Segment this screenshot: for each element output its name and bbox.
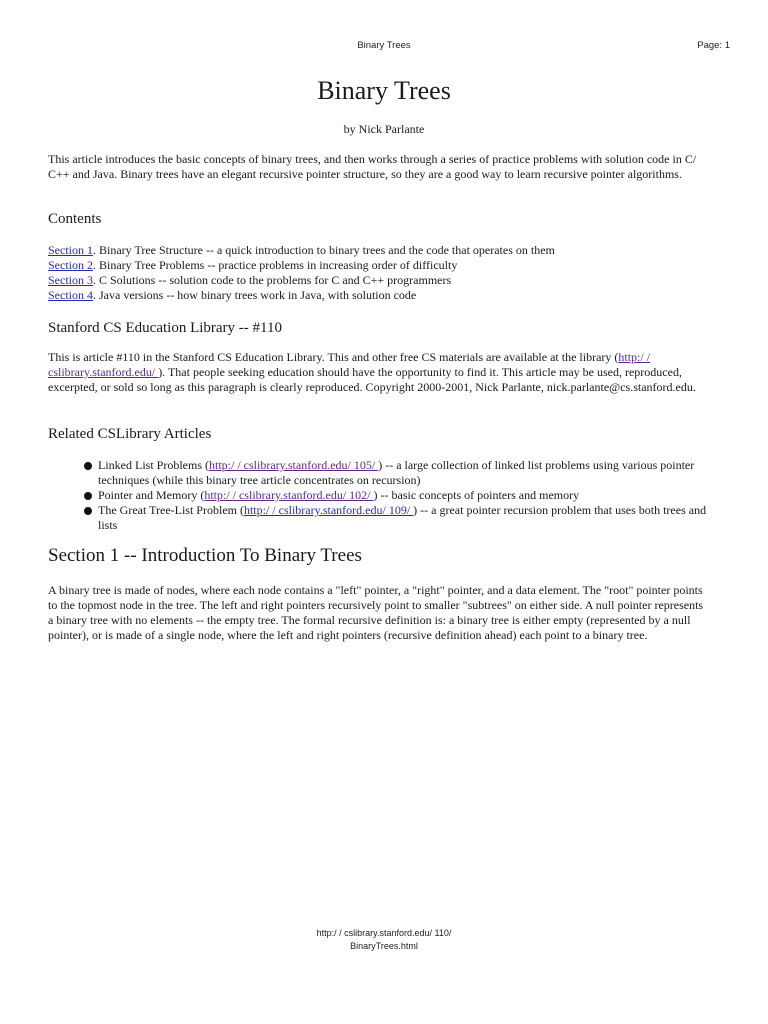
library-paragraph: This is article #110 in the Stanford CS Education Library. This and other free CS materials are available at the library (http:/ / cslibrary.stanford.edu/ ). That people seeking education should have the opportunity to find it. This article may be used, reproduced, excerpted, or sold so long as this paragraph is clearly reproduced. Copyright 2000-2001, Nick Parlante, nick.parlante@cs.stanford.edu. — [48, 350, 696, 394]
toc-item-section-1: Section 1. Binary Tree Structure -- a quick introduction to binary trees and the code that operates on them — [48, 243, 555, 257]
running-header-title: Binary Trees — [357, 40, 411, 51]
library-heading: Stanford CS Education Library -- #110 — [48, 320, 282, 336]
bullet-icon — [84, 462, 92, 470]
related-articles-heading: Related CSLibrary Articles — [48, 426, 212, 442]
list-item: Linked List Problems (http:/ / cslibrary.stanford.edu/ 105/ ) -- a large collection of linked list problems using various pointer techniques (while this binary tree article concentrates on recursion) — [48, 458, 708, 488]
section-1-link[interactable]: Section 1 — [48, 243, 93, 257]
bullet-icon — [84, 507, 92, 515]
footer-filename: BinaryTrees.html — [350, 941, 418, 951]
toc-item-section-3: Section 3. C Solutions -- solution code to the problems for C and C++ programmers — [48, 273, 452, 287]
byline: by Nick Parlante — [343, 122, 425, 136]
footer-url: http:/ / cslibrary.stanford.edu/ 110/ — [316, 928, 452, 938]
toc-item-section-2: Section 2. Binary Tree Problems -- practice problems in increasing order of difficulty — [48, 258, 458, 272]
intro-paragraph: This article introduces the basic concepts of binary trees, and then works through a series of practice problems with solution code in C/ C++ and Java. Binary trees have an elegant recursive pointer structure, so they are a good way to learn recursive pointer algorithms. — [48, 152, 697, 181]
list-item: The Great Tree-List Problem (http:/ / cslibrary.stanford.edu/ 109/ ) -- a great pointer recursion problem that uses both trees and lists — [48, 503, 708, 533]
document-title: Binary Trees — [317, 76, 451, 105]
bullet-icon — [84, 492, 92, 500]
section-4-link[interactable]: Section 4 — [48, 288, 93, 302]
pointer-and-memory-link[interactable]: http:/ / cslibrary.stanford.edu/ 102/ — [204, 488, 374, 502]
section-2-link[interactable]: Section 2 — [48, 258, 93, 272]
table-of-contents — [48, 243, 708, 303]
page-footer — [0, 927, 768, 953]
linked-list-problems-link[interactable]: http:/ / cslibrary.stanford.edu/ 105/ — [209, 458, 379, 472]
toc-item-section-4: Section 4. Java versions -- how binary trees work in Java, with solution code — [48, 288, 417, 302]
cslibrary-link[interactable]: http:/ / cslibrary.stanford.edu/ — [48, 350, 651, 379]
related-articles-list — [48, 458, 708, 533]
section-1-heading: Section 1 -- Introduction To Binary Trees — [48, 545, 362, 566]
contents-heading: Contents — [48, 211, 102, 227]
list-item: Pointer and Memory (http:/ / cslibrary.stanford.edu/ 102/ ) -- basic concepts of pointers and memory — [48, 488, 708, 503]
page-number: Page: 1 — [697, 40, 730, 51]
section-1-paragraph: A binary tree is made of nodes, where each node contains a "left" pointer, a "right" pointer, and a data element. The "root" pointer points to the topmost node in the tree. The left and right pointers recursively point to smaller "subtrees" on either side. A null pointer represents a binary tree with no elements -- the empty tree. The formal recursive definition is: a binary tree is either empty (represented by a null pointer), or is made of a single node, where the left and right pointers (recursive definition ahead) each point to a binary tree. — [48, 583, 704, 642]
tree-list-problem-link[interactable]: http:/ / cslibrary.stanford.edu/ 109/ — [243, 503, 414, 517]
section-3-link[interactable]: Section 3 — [48, 273, 93, 287]
